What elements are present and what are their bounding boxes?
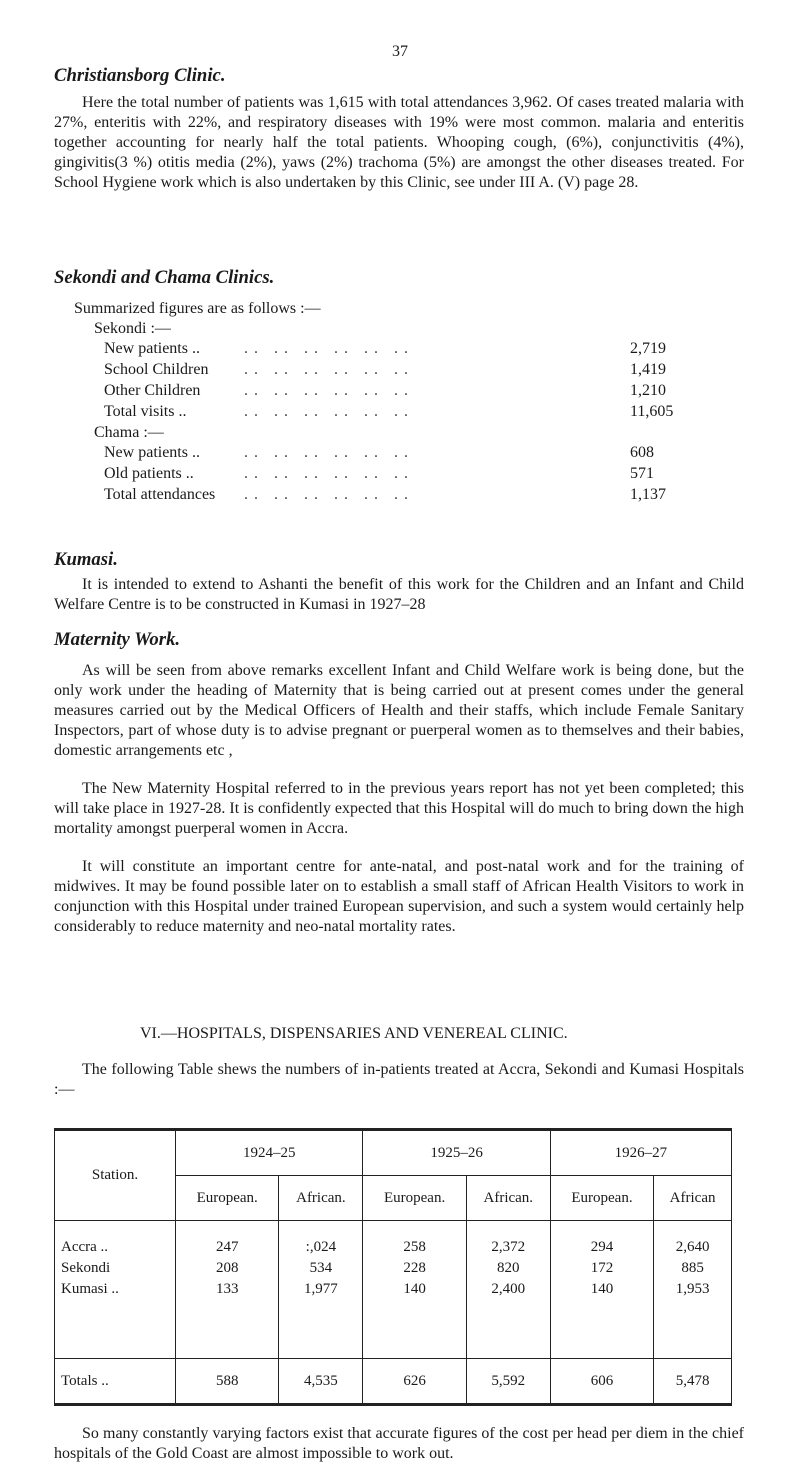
table-totals-row: [55, 1359, 732, 1405]
subheader-african: African.: [466, 1176, 550, 1221]
closing-paragraph: So many constantly varying factors exist that accurate figures of the cost per head per diem in the chief hospitals of the Gold Coast are almost impossible to work out.: [54, 1425, 744, 1462]
maternity-heading: Maternity Work.: [54, 629, 181, 650]
summary-groups: [54, 319, 744, 506]
value-cell: :,024: [279, 1221, 363, 1259]
summary-row-value: 1,210: [630, 382, 666, 400]
value-cell: 588: [176, 1359, 279, 1405]
year-header-1925: 1925–26: [363, 1130, 550, 1176]
hospitals-intro: The following Table shews the numbers of in-patients treated at Accra, Sekondi and Kumasi Hospitals :—: [54, 1061, 744, 1098]
value-cell: 1,977: [279, 1279, 363, 1359]
station-cell: Kumasi ..: [55, 1279, 176, 1359]
value-cell: 294: [550, 1221, 653, 1259]
year-header-1924: 1924–25: [176, 1130, 363, 1176]
summary-group-label: Sekondi :—: [94, 320, 171, 338]
summary-row-label: Old patients ..: [104, 465, 194, 483]
inpatients-table: [54, 1128, 732, 1406]
value-cell: 140: [550, 1279, 653, 1359]
subheader-european: European.: [363, 1176, 466, 1221]
summary-row: [94, 464, 744, 485]
value-cell: 208: [176, 1258, 279, 1279]
summary-row-leader: .. .. .. .. .. ..: [244, 403, 414, 421]
summary-row-value: 2,719: [630, 340, 666, 358]
summary-group-label: Chama :—: [94, 424, 164, 442]
summary-row-label: Total visits ..: [104, 403, 187, 421]
value-cell: 5,592: [466, 1359, 550, 1405]
station-cell: Totals ..: [55, 1359, 176, 1405]
value-cell: 2,640: [654, 1221, 732, 1259]
summary-row-label: New patients ..: [104, 340, 200, 358]
summary-row-leader: .. .. .. .. .. ..: [244, 486, 414, 504]
value-cell: 140: [363, 1279, 466, 1359]
summary-row-value: 1,419: [630, 361, 666, 379]
summary-row-leader: .. .. .. .. .. ..: [244, 361, 414, 379]
table-row: [55, 1221, 732, 1259]
maternity-paragraph-1: As will be seen from above remarks excellent Infant and Child Welfare work is being done, but the only work under the heading of Maternity that is being carried out at present comes under the general measures carried out by the Medical Officers of Health and their staffs, which include Female Sanitary Inspectors, part of whose duty is to advise pregnant or puerperal women as to themselves and their babies, domestic arrangements etc ,: [54, 662, 744, 760]
station-cell: Accra ..: [55, 1221, 176, 1259]
summary-row-value: 608: [630, 444, 654, 462]
christiansborg-paragraph: Here the total number of patients was 1,615 with total attendances 3,962. Of cases treated malaria with 27%, enteritis with 22%, and respiratory diseases with 19% were most common. malaria and enteritis together accounting for nearly half the total patients. Whooping cough, (6%), conjunctivitis (4%), gingivitis(3 %) otitis media (2%), yaws (2%) trachoma (5%) are amongst the other diseases treated. For School Hygiene work which is also undertaken by this Clinic, see under III A. (V) page 28.: [54, 94, 744, 192]
value-cell: 820: [466, 1258, 550, 1279]
summary-row: [94, 339, 744, 360]
kumasi-heading: Kumasi.: [54, 549, 118, 570]
value-cell: 258: [363, 1221, 466, 1259]
summary-row-leader: .. .. .. .. .. ..: [244, 382, 414, 400]
summary-row: [94, 485, 744, 506]
maternity-paragraph-2: The New Maternity Hospital referred to in the previous years report has not yet been completed; this will take place in 1927-28. It is confidently expected that this Hospital will do much to bring down the high mortality amongst puerperal women in Accra.: [54, 780, 744, 838]
sekondi-chama-heading: Sekondi and Chama Clinics.: [54, 267, 275, 288]
value-cell: 885: [654, 1258, 732, 1279]
value-cell: 247: [176, 1221, 279, 1259]
summary-row-value: 1,137: [630, 486, 666, 504]
value-cell: 228: [363, 1258, 466, 1279]
table-body: [55, 1221, 732, 1405]
value-cell: 133: [176, 1279, 279, 1359]
value-cell: 5,478: [654, 1359, 732, 1405]
summary-row-label: Other Children: [104, 382, 201, 400]
table-row: [55, 1258, 732, 1279]
subheader-african: African: [654, 1176, 732, 1221]
summary-row-value: 571: [630, 465, 654, 483]
summary-row-leader: .. .. .. .. .. ..: [244, 444, 414, 462]
kumasi-section: [54, 548, 744, 615]
kumasi-paragraph: It is intended to extend to Ashanti the benefit of this work for the Children and an Infant and Child Welfare Centre is to be constructed in Kumasi in 1927–28: [54, 576, 744, 614]
value-cell: 2,400: [466, 1279, 550, 1359]
value-cell: 2,372: [466, 1221, 550, 1259]
summary-row: [94, 360, 744, 381]
value-cell: 626: [363, 1359, 466, 1405]
summary-row: [94, 381, 744, 402]
table-row: [55, 1279, 732, 1359]
subheader-european: European.: [550, 1176, 653, 1221]
summary-row: [94, 402, 744, 423]
year-header-1926: 1926–27: [550, 1130, 731, 1176]
christiansborg-section: [54, 64, 744, 193]
station-cell: Sekondi: [55, 1258, 176, 1279]
station-header: Station.: [55, 1130, 176, 1221]
page-number: 37: [392, 43, 408, 60]
value-cell: 172: [550, 1258, 653, 1279]
hospitals-section: [54, 1024, 744, 1464]
christiansborg-heading: Christiansborg Clinic.: [54, 65, 226, 86]
value-cell: 606: [550, 1359, 653, 1405]
summary-row-leader: .. .. .. .. .. ..: [244, 340, 414, 358]
subheader-african: African.: [279, 1176, 363, 1221]
summary-row-leader: .. .. .. .. .. ..: [244, 465, 414, 483]
maternity-paragraph-3: It will constitute an important centre for ante-natal, and post-natal work and for the training of midwives. It may be found possible later on to establish a small staff of African Health Visitors to work in conjunction with this Hospital under trained European supervision, and such a system would certainly help considerably to reduce maternity and neo-natal mortality rates.: [54, 858, 744, 936]
subheader-european: European.: [176, 1176, 279, 1221]
sekondi-chama-section: [54, 266, 744, 506]
value-cell: 4,535: [279, 1359, 363, 1405]
summary-row: [94, 443, 744, 464]
summary-row-label: School Children: [104, 361, 209, 379]
summary-row-label: Total attendances: [104, 486, 216, 504]
maternity-section: [54, 628, 744, 937]
hospitals-title: VI.—HOSPITALS, DISPENSARIES AND VENEREAL CLINIC.: [140, 1025, 568, 1042]
summary-intro: Summarized figures are as follows :—: [74, 300, 321, 318]
value-cell: 1,953: [654, 1279, 732, 1359]
summary-row-label: New patients ..: [104, 444, 200, 462]
summary-row-value: 11,605: [630, 403, 674, 421]
value-cell: 534: [279, 1258, 363, 1279]
